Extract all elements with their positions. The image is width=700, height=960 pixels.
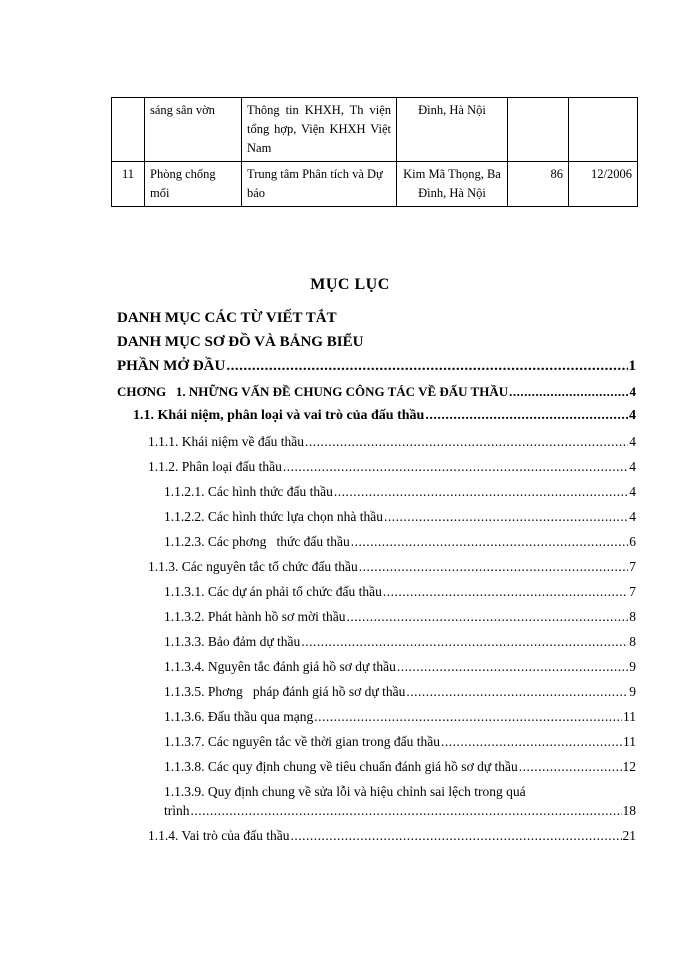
toc-entry-text: 1.1.4. Vai trò của đấu thầu xyxy=(148,828,290,843)
toc-entry-page: 18 xyxy=(622,803,636,818)
toc-entry-text: 1.1.3.1. Các dự án phải tổ chức đấu thầu xyxy=(164,584,382,599)
toc-entry-text: 1.1.3.4. Nguyên tắc đánh giá hồ sơ dự thầu xyxy=(164,659,396,674)
cell-addr: Kim Mã Thọng, Ba Đình, Hà Nội xyxy=(397,162,508,207)
toc-entry-text: 1.1.3.2. Phát hành hồ sơ mời thầu xyxy=(164,609,346,624)
toc-entry-page: 4 xyxy=(629,459,636,474)
toc-entry-page: 1 xyxy=(628,358,636,374)
cell-addr: Đình, Hà Nội xyxy=(397,98,508,162)
toc-entry-text: PHẦN MỞ ĐẦU xyxy=(117,358,226,374)
toc-heading-abbreviations[interactable]: DANH MỤC CÁC TỪ VIẾT TẮT xyxy=(117,310,337,326)
toc-entry-text: 1.1.1. Khái niệm về đấu thầu xyxy=(148,434,304,449)
toc-entry-text: 1.1.3.8. Các quy định chung về tiêu chuẩn đánh giá hồ sơ dự thầu xyxy=(164,759,518,774)
toc-entry-page: 7 xyxy=(629,584,636,599)
cell-qty: 86 xyxy=(508,162,569,207)
cell-no xyxy=(112,98,145,162)
toc-entry[interactable] xyxy=(148,434,636,450)
toc-entry[interactable] xyxy=(164,509,636,525)
toc-entry-page: 4 xyxy=(629,509,636,524)
toc-entry[interactable] xyxy=(164,659,636,675)
toc-entry-text: 1.1.2.3. Các phơng thức đấu thầu xyxy=(164,534,350,549)
toc-entry-text: trình xyxy=(164,803,190,818)
toc-entry-page: 7 xyxy=(629,559,636,574)
toc-entry-text: 1.1.3.5. Phơng pháp đánh giá hồ sơ dự thầu xyxy=(164,684,406,699)
cell-org: Thông tin KHXH, Th viện tổng hợp, Viện KHXH Việt Nam xyxy=(242,98,397,162)
toc-entry-text: 1.1.3.3. Bảo đảm dự thầu xyxy=(164,634,301,649)
cell-qty xyxy=(508,98,569,162)
toc-entry-page: 4 xyxy=(629,408,636,423)
toc-entry[interactable] xyxy=(164,709,636,725)
toc-entry-page: 4 xyxy=(629,384,636,399)
toc-entry[interactable] xyxy=(117,358,636,375)
cell-date: 12/2006 xyxy=(569,162,638,207)
toc-entry[interactable] xyxy=(164,759,636,775)
toc-entry[interactable] xyxy=(117,384,636,400)
toc-entry-page: 9 xyxy=(629,684,636,699)
toc-entry-wrapped-first-line[interactable]: 1.1.3.9. Quy định chung về sửa lỗi và hiệu chỉnh sai lệch trong quá xyxy=(164,784,526,799)
toc-entry-page: 6 xyxy=(629,534,636,549)
toc-entry[interactable] xyxy=(164,803,636,819)
toc-entry[interactable] xyxy=(148,559,636,575)
toc-entry[interactable] xyxy=(164,534,636,550)
toc-entry-page: 8 xyxy=(629,609,636,624)
cell-name: sáng sân vờn xyxy=(145,98,242,162)
cell-no: 11 xyxy=(112,162,145,207)
toc-entry-page: 12 xyxy=(622,759,636,774)
toc-entry-page: 8 xyxy=(629,634,636,649)
toc-title: MỤC LỤC xyxy=(310,276,390,293)
toc-entry-text: 1.1.2.1. Các hình thức đấu thầu xyxy=(164,484,333,499)
toc-entry[interactable] xyxy=(164,584,636,600)
toc-entry[interactable] xyxy=(148,828,636,844)
toc-entry-page: 21 xyxy=(622,828,636,843)
toc-entry[interactable] xyxy=(164,634,636,650)
toc-entry[interactable] xyxy=(164,609,636,625)
toc-entry-page: 11 xyxy=(623,709,636,724)
cell-date xyxy=(569,98,638,162)
toc-entry-page: 4 xyxy=(629,434,636,449)
cell-name: Phòng chống mối xyxy=(145,162,242,207)
toc-entry[interactable] xyxy=(133,408,636,424)
cell-org: Trung tâm Phân tích và Dự báo xyxy=(242,162,397,207)
project-table xyxy=(111,97,638,207)
toc-entry-text: 1.1.2.2. Các hình thức lựa chọn nhà thầu xyxy=(164,509,383,524)
toc-entry-page: 9 xyxy=(629,659,636,674)
toc-entry-page: 11 xyxy=(623,734,636,749)
toc-entry-page: 4 xyxy=(629,484,636,499)
toc-entry-text: 1.1.3.6. Đấu thầu qua mạng xyxy=(164,709,314,724)
toc-entry[interactable] xyxy=(148,459,636,475)
toc-heading-figures[interactable]: DANH MỤC SƠ ĐỒ VÀ BẢNG BIỂU xyxy=(117,334,364,350)
toc-entry-text: 1.1.3.7. Các nguyên tắc về thời gian trong đấu thầu xyxy=(164,734,440,749)
toc-entry[interactable] xyxy=(164,734,636,750)
toc-entry-text: 1.1. Khái niệm, phân loại và vai trò của đấu thầu xyxy=(133,408,425,423)
toc-entry-text: CHƠNG 1. NHỮNG VẤN ĐỀ CHUNG CÔNG TÁC VỀ ĐẤU THẦU xyxy=(117,384,509,399)
toc-entry[interactable] xyxy=(164,484,636,500)
toc-entry[interactable] xyxy=(164,684,636,700)
toc-entry-text: 1.1.2. Phân loại đấu thầu xyxy=(148,459,282,474)
table-row xyxy=(112,162,638,207)
table-row xyxy=(112,98,638,162)
toc-entry-text: 1.1.3. Các nguyên tắc tổ chức đấu thầu xyxy=(148,559,358,574)
